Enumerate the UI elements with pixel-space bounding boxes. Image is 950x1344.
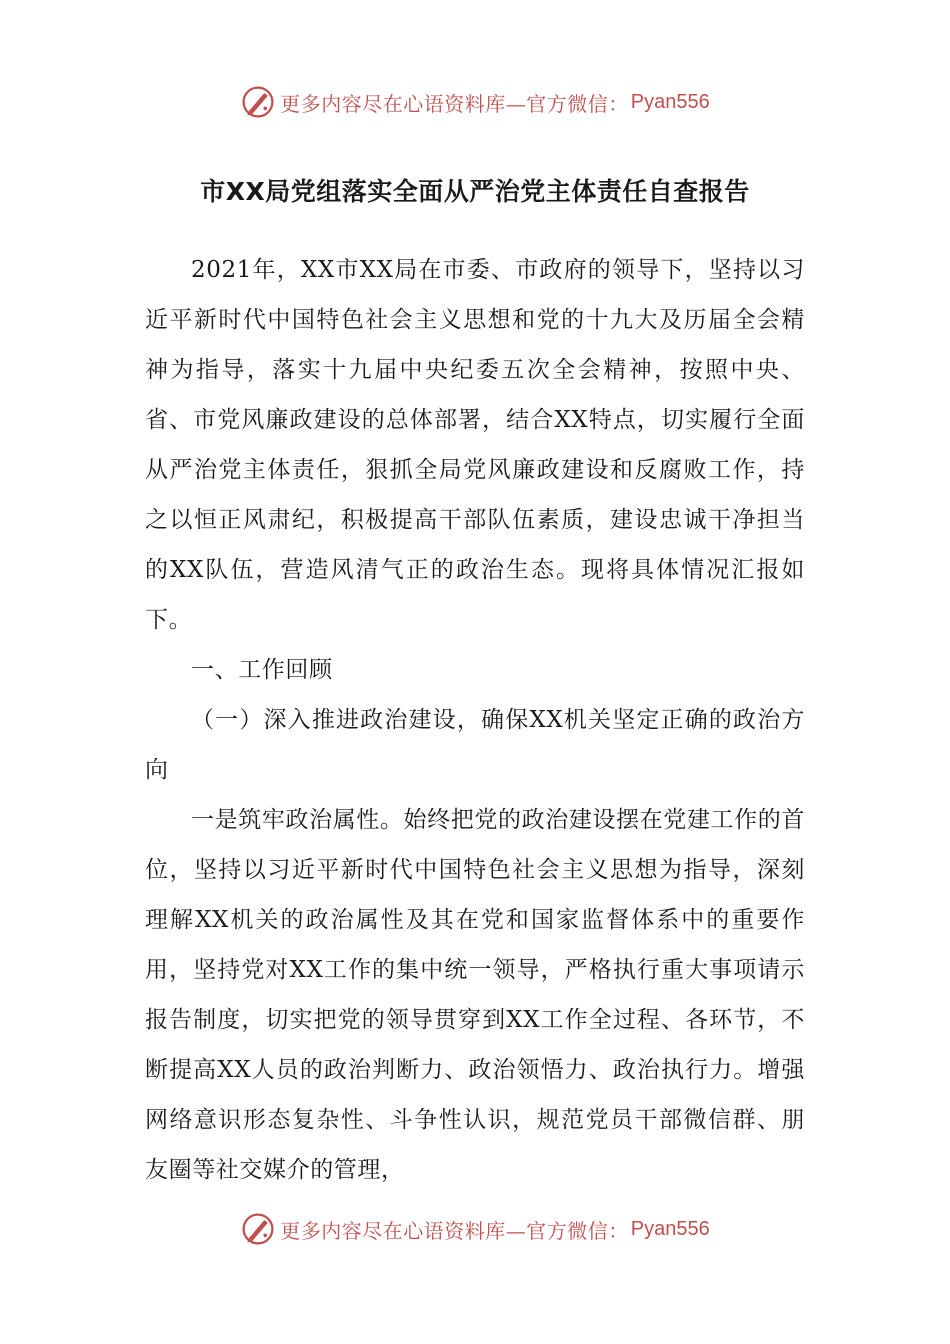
- watermark-footer: [0, 1209, 950, 1249]
- pen-logo-icon: [240, 84, 276, 120]
- watermark-wechat-id: Pyan556: [630, 1217, 710, 1240]
- body-paragraph-political-attribute: 一是筑牢政治属性。始终把党的政治建设摆在党建工作的首位，坚持以习近平新时代中国特色社会主义思想为指导，深刻理解XX机关的政治属性及其在党和国家监督体系中的重要作用，坚持党对XX工作的集中统一领导，严格执行重大事项请示报告制度，切实把党的领导贯穿到XX工作全过程、各环节，不断提高XX人员的政治判断力、政治领悟力、政治执行力。增强网络意识形态复杂性、斗争性认识，规范党员干部微信群、朋友圈等社交媒介的管理，: [145, 807, 805, 1183]
- watermark-wechat-id: Pyan556: [630, 90, 710, 113]
- watermark-text: 更多内容尽在心语资料库—官方微信：: [280, 91, 629, 116]
- document-title: 市XX局党组落实全面从严治党主体责任自查报告: [200, 177, 750, 206]
- watermark-text: 更多内容尽在心语资料库—官方微信：: [280, 1218, 629, 1243]
- watermark-header: [0, 82, 950, 122]
- subsection-heading-political-construction: （一）深入推进政治建设，确保XX机关坚定正确的政治方向: [145, 707, 805, 783]
- intro-paragraph: 2021年，XX市XX局在市委、市政府的领导下，坚持以习近平新时代中国特色社会主义思想和党的十九大及历届全会精神为指导，落实十九届中央纪委五次全会精神，按照中央、省、市党风廉政建设的总体部署，结合XX特点，切实履行全面从严治党主体责任，狠抓全局党风廉政建设和反腐败工作，持之以恒正风肃纪，积极提高干部队伍素质，建设忠诚干净担当的XX队伍，营造风清气正的政治生态。现将具体情况汇报如下。: [145, 257, 805, 633]
- document-body: [145, 245, 805, 1195]
- pen-logo-icon: [240, 1211, 276, 1247]
- section-heading-work-review: 一、工作回顾: [191, 657, 333, 683]
